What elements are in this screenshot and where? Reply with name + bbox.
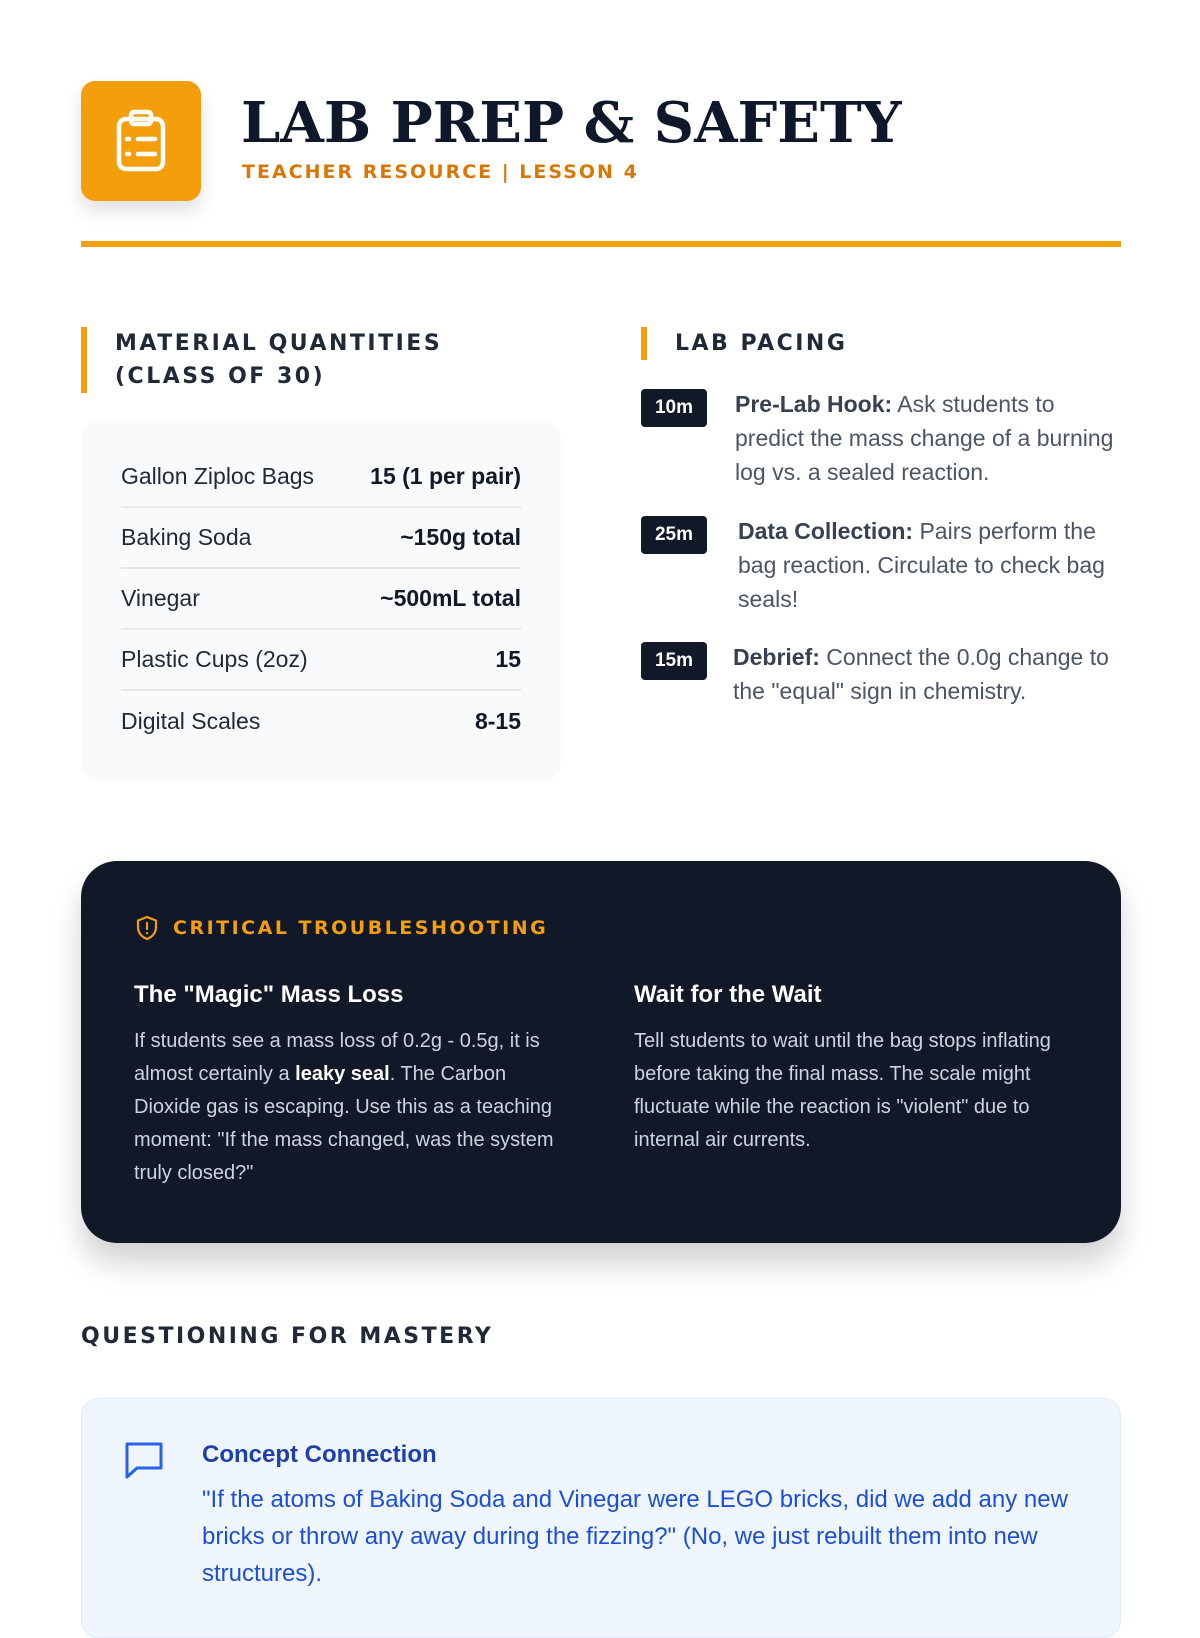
troubleshooting-title: CRITICAL TROUBLESHOOTING [173, 917, 549, 939]
pacing-label: Data Collection: [738, 518, 914, 544]
question-title: Concept Connection [202, 1441, 437, 1468]
tip-text-part: . The Carbon Dioxide gas is escaping. Use this as a teaching moment: "If the mass changed, was the system truly closed?" [134, 1063, 554, 1184]
tip-title: The "Magic" Mass Loss [134, 981, 404, 1008]
tip-emphasis: leaky seal [295, 1063, 390, 1085]
materials-card [81, 421, 561, 781]
troubleshooting-tip [634, 981, 1054, 1157]
page-subtitle: TEACHER RESOURCE | LESSON 4 [242, 161, 639, 183]
time-badge: 10m [641, 389, 707, 427]
question-card [81, 1398, 1121, 1638]
time-badge: 15m [641, 642, 707, 680]
materials-heading: MATERIAL QUANTITIES (CLASS OF 30) [81, 327, 545, 393]
pacing-item [641, 387, 1121, 497]
troubleshooting-heading [135, 915, 548, 941]
pacing-text [738, 514, 1128, 616]
troubleshooting-tip [134, 981, 564, 1190]
material-name: Plastic Cups (2oz) [121, 646, 308, 672]
material-row [121, 569, 521, 630]
questioning-heading: QUESTIONING FOR MASTERY [81, 1324, 494, 1349]
troubleshooting-card [81, 861, 1121, 1243]
tip-text-part: If students see a mass loss of 0.2g - 0.5g, it is almost certainly a [134, 1030, 540, 1085]
header-logo [81, 81, 201, 201]
pacing-description: Connect the 0.0g change to the "equal" sign in chemistry. [733, 644, 1109, 704]
pacing-label: Pre-Lab Hook: [735, 391, 893, 417]
material-quantity: ~150g total [400, 524, 521, 550]
clipboard-icon [113, 109, 169, 173]
material-name: Digital Scales [121, 708, 261, 734]
pacing-text [733, 640, 1128, 708]
time-badge: 25m [641, 516, 707, 554]
material-name: Baking Soda [121, 524, 252, 550]
question-text: "If the atoms of Baking Soda and Vinegar were LEGO bricks, did we add any new bricks or throw any away during the fizzing?" (No, we just rebuilt them into new structures). [202, 1486, 1068, 1587]
pacing-label: Debrief: [733, 644, 820, 670]
material-row [121, 630, 521, 691]
pacing-description: Pairs perform the bag reaction. Circulate to check bag seals! [738, 518, 1105, 612]
material-quantity: 15 (1 per pair) [370, 463, 521, 489]
pacing-text [735, 387, 1125, 489]
material-name: Gallon Ziploc Bags [121, 463, 315, 489]
material-row [121, 508, 521, 569]
pacing-item [641, 514, 1121, 624]
pacing-description: Ask students to predict the mass change of a burning log vs. a sealed reaction. [735, 391, 1114, 485]
material-name: Vinegar [121, 585, 200, 611]
tip-text: Tell students to wait until the bag stops inflating before taking the final mass. The scale might fluctuate while the reaction is "violent" due to internal air currents. [634, 1030, 1051, 1151]
tip-text [134, 1025, 564, 1190]
material-quantity: 15 [495, 646, 521, 672]
page-title: LAB PREP & SAFETY [241, 90, 902, 156]
pacing-item [641, 640, 1121, 720]
chat-bubble-icon [124, 1441, 164, 1479]
shield-alert-icon [135, 915, 159, 941]
tip-title: Wait for the Wait [634, 981, 822, 1008]
pacing-heading: LAB PACING [641, 327, 1115, 360]
material-row [121, 691, 521, 752]
material-quantity: ~500mL total [380, 585, 521, 611]
material-quantity: 8-15 [474, 708, 521, 734]
material-row [121, 447, 521, 508]
header-divider [81, 241, 1121, 247]
